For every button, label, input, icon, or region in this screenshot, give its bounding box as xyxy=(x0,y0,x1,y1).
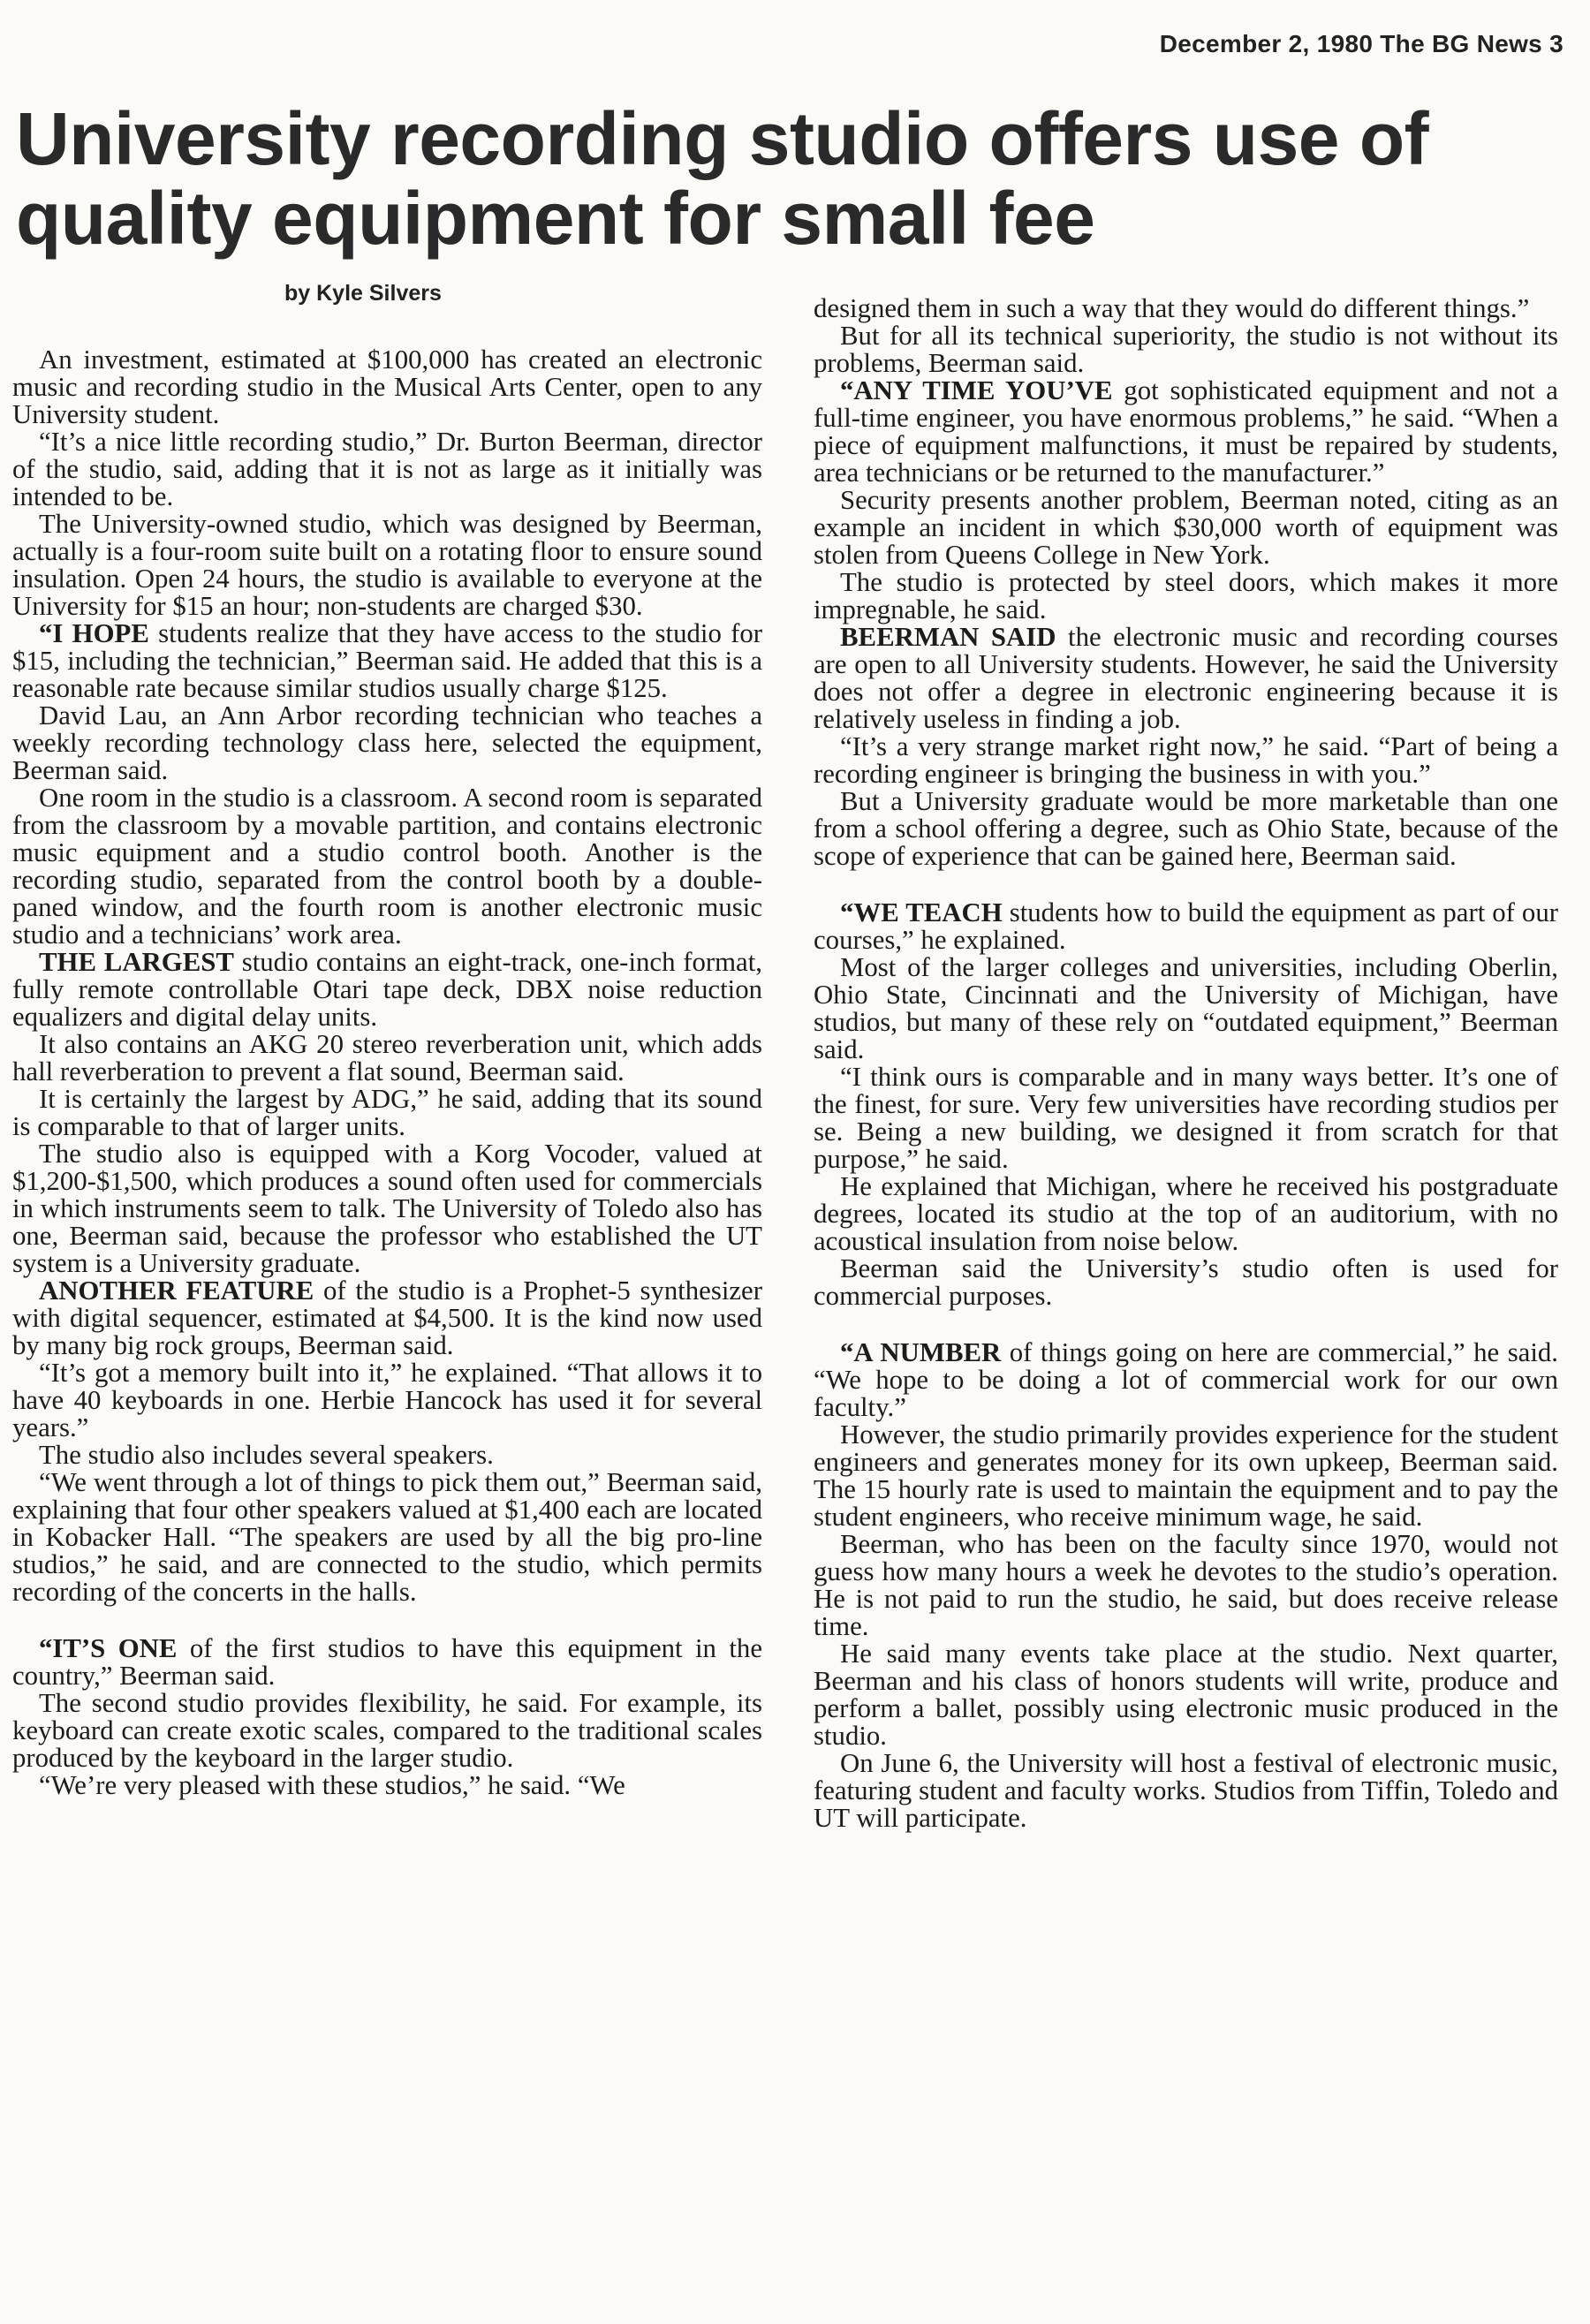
paragraph-text: of the first studios to have this equipment in the country,” Beerman said. xyxy=(12,1633,762,1691)
article-paragraph xyxy=(814,1531,1558,1640)
article-paragraph xyxy=(12,1635,762,1690)
article-paragraph xyxy=(814,1173,1558,1255)
paragraph-text: He explained that Michigan, where he received his postgraduate degrees, located its studio at the top of an auditorium, with no acoustical insulation from noise below. xyxy=(814,1171,1558,1256)
paragraph-text: studio contains an eight-track, one-inch format, fully remote controllable Otari tape deck, DBX noise reduction equalizers and digital delay units. xyxy=(12,947,762,1032)
paragraph-text: got sophisticated equipment and not a full-time engineer, you have enormous problems,” he said. “When a piece of equipment malfunctions, it must be repaired by students, area technicians or be returned to the manufacturer.” xyxy=(814,375,1558,488)
article-paragraph xyxy=(814,569,1558,624)
article-paragraph xyxy=(814,1750,1558,1832)
paragraph-text: “It’s a very strange market right now,” he said. “Part of being a recording engineer is bringing the business in with you.” xyxy=(814,731,1558,789)
article-paragraph xyxy=(814,733,1558,788)
paragraph-lead-in: “WE TEACH xyxy=(840,897,1003,927)
paragraph-text: designed them in such a way that they would do different things.” xyxy=(814,293,1530,323)
article-paragraph xyxy=(814,1064,1558,1173)
article-paragraph xyxy=(12,620,762,702)
paragraph-text: of the studio is a Prophet-5 synthesizer with digital sequencer, estimated at $4,500. It is the kind now used by many big rock groups, Beerman said. xyxy=(12,1276,762,1360)
article-paragraph xyxy=(12,1469,762,1606)
paragraph-text: On June 6, the University will host a festival of electronic music, featuring student and faculty works. Studios from Tiffin, Toledo and UT will participate. xyxy=(814,1748,1558,1833)
article-paragraph xyxy=(12,1442,762,1469)
paragraph-text: However, the studio primarily provides experience for the student engineers and generates money for its own upkeep, Beerman said. The 15 hourly rate is used to maintain the equipment and to pay the student engineers, who receive minimum wage, he said. xyxy=(814,1419,1558,1532)
paragraph-text: “We’re very pleased with these studios,” he said. “We xyxy=(39,1770,625,1800)
paragraph-lead-in: “I HOPE xyxy=(39,618,149,648)
article-paragraph xyxy=(12,1359,762,1442)
article-paragraph xyxy=(12,1690,762,1772)
paragraph-text: David Lau, an Ann Arbor recording technician who teaches a weekly recording technology class here, selected the equipment, Beerman said. xyxy=(12,700,762,785)
article-paragraph xyxy=(814,377,1558,487)
article-paragraph xyxy=(814,1339,1558,1421)
paragraph-text: Security presents another problem, Beerman noted, citing as an example an incident in which $30,000 worth of equipment was stolen from Queens College in New York. xyxy=(814,485,1558,570)
article-paragraph xyxy=(12,784,762,949)
paragraph-text: of things going on here are commercial,” he said. “We hope to be doing a lot of commercial work for our own faculty.” xyxy=(814,1337,1558,1422)
paragraph-text: “We went through a lot of things to pick them out,” Beerman said, explaining that four other speakers valued at $1,400 each are located in Kobacker Hall. “The speakers are used by all the big pro-line studios,” he said, and are connected to the studio, which permits recording of the concerts in the halls. xyxy=(12,1467,762,1607)
paragraph-text: The studio also is equipped with a Korg Vocoder, valued at $1,200-$1,500, which produces a sound often used for commercials in which instruments seem to talk. The University of Toledo also has one, Beerman said, because the professor who established the UT system is a University graduate. xyxy=(12,1139,762,1278)
article-paragraph xyxy=(814,899,1558,954)
article-paragraph xyxy=(12,1277,762,1359)
paragraph-text: The second studio provides flexibility, he said. For example, its keyboard can create exotic scales, compared to the traditional scales produced by the keyboard in the larger studio. xyxy=(12,1688,762,1773)
article-paragraph xyxy=(814,1421,1558,1531)
paragraph-text: “It’s a nice little recording studio,” Dr. Burton Beerman, director of the studio, said, adding that it is not as large as it initially was intended to be. xyxy=(12,427,762,511)
article-paragraph xyxy=(814,295,1558,322)
paragraph-text: But for all its technical superiority, the studio is not without its problems, Beerman said. xyxy=(814,321,1558,378)
article-paragraph xyxy=(12,702,762,784)
headline: University recording studio offers use of quality equipment for small fee xyxy=(16,97,1429,260)
article-column-left xyxy=(12,346,762,1799)
paragraph-text: The University-owned studio, which was designed by Beerman, actually is a four-room suite built on a rotating floor to ensure sound insulation. Open 24 hours, the studio is available to everyone at the University for $15 an hour; non-students are charged $30. xyxy=(12,509,762,621)
paragraph-text: One room in the studio is a classroom. A second room is separated from the classroom by a movable partition, and contains electronic music equipment and a studio control booth. Another is the recording studio, separated from the control booth by a double-paned window, and the fourth room is another electronic music studio and a technicians’ work area. xyxy=(12,783,762,950)
article-paragraph xyxy=(814,1640,1558,1750)
paragraph-lead-in: “IT’S ONE xyxy=(39,1633,178,1663)
article-paragraph xyxy=(814,322,1558,377)
paragraph-lead-in: BEERMAN SAID xyxy=(840,622,1056,652)
paragraph-lead-in: ANOTHER FEATURE xyxy=(39,1276,314,1306)
paragraph-text: It is certainly the largest by ADG,” he said, adding that its sound is comparable to that of larger units. xyxy=(12,1084,762,1141)
article-paragraph xyxy=(12,346,762,428)
article-paragraph xyxy=(814,788,1558,870)
dateline: December 2, 1980 The BG News 3 xyxy=(1159,30,1564,57)
article-paragraph xyxy=(12,1140,762,1277)
article-column-right xyxy=(814,295,1558,1832)
paragraph-text: He said many events take place at the studio. Next quarter, Beerman and his class of honors students will write, produce and perform a ballet, possibly using electronic music produced in the studio. xyxy=(814,1639,1558,1751)
article-paragraph xyxy=(12,1086,762,1140)
article-paragraph xyxy=(12,511,762,620)
article-paragraph xyxy=(814,624,1558,733)
article-paragraph xyxy=(12,1031,762,1086)
paragraph-lead-in: “A NUMBER xyxy=(840,1337,1002,1367)
article-paragraph xyxy=(12,428,762,511)
paragraph-lead-in: THE LARGEST xyxy=(39,947,234,977)
paragraph-text: students realize that they have access to the studio for $15, including the technician,” Beerman said. He added that this is a reasonable rate because similar studios usually charge $125. xyxy=(12,618,762,703)
paragraph-text: The studio is protected by steel doors, which makes it more impregnable, he said. xyxy=(814,567,1558,625)
paragraph-text: Most of the larger colleges and universities, including Oberlin, Ohio State, Cincinnati and the University of Michigan, have studios, but many of these rely on “outdated equipment,” Beerman said. xyxy=(814,952,1558,1064)
paragraph-text: An investment, estimated at $100,000 has created an electronic music and recording studio in the Musical Arts Center, open to any University student. xyxy=(12,344,762,429)
paragraph-text: the electronic music and recording courses are open to all University students. However, he said the University does not offer a degree in electronic engineering because it is relatively useless in finding a job. xyxy=(814,622,1558,734)
article-paragraph xyxy=(814,954,1558,1064)
article-paragraph xyxy=(12,949,762,1031)
paragraph-text: Beerman, who has been on the faculty since 1970, would not guess how many hours a week he devotes to the studio’s operation. He is not paid to run the studio, he said, but does receive release time. xyxy=(814,1529,1558,1641)
article-paragraph xyxy=(814,487,1558,569)
article-paragraph xyxy=(12,1772,762,1799)
paragraph-text: “I think ours is comparable and in many ways better. It’s one of the finest, for sure. Very few universities have recording studios per se. Being a new building, we designed it from scratch for that purpose,” he said. xyxy=(814,1062,1558,1174)
article-paragraph xyxy=(814,1255,1558,1310)
paragraph-text: Beerman said the University’s studio often is used for commercial purposes. xyxy=(814,1253,1558,1311)
paragraph-text: students how to build the equipment as part of our courses,” he explained. xyxy=(814,897,1558,955)
paragraph-text: The studio also includes several speakers. xyxy=(39,1440,494,1470)
paragraph-text: It also contains an AKG 20 stereo reverberation unit, which adds hall reverberation to prevent a flat sound, Beerman said. xyxy=(12,1029,762,1086)
paragraph-lead-in: “ANY TIME YOU’VE xyxy=(840,375,1113,405)
paragraph-text: “It’s got a memory built into it,” he explained. “That allows it to have 40 keyboards in one. Herbie Hancock has used it for several years.” xyxy=(12,1358,762,1442)
byline: by Kyle Silvers xyxy=(284,281,442,306)
paragraph-text: But a University graduate would be more marketable than one from a school offering a degree, such as Ohio State, because of the scope of experience that can be gained here, Beerman said. xyxy=(814,786,1558,871)
